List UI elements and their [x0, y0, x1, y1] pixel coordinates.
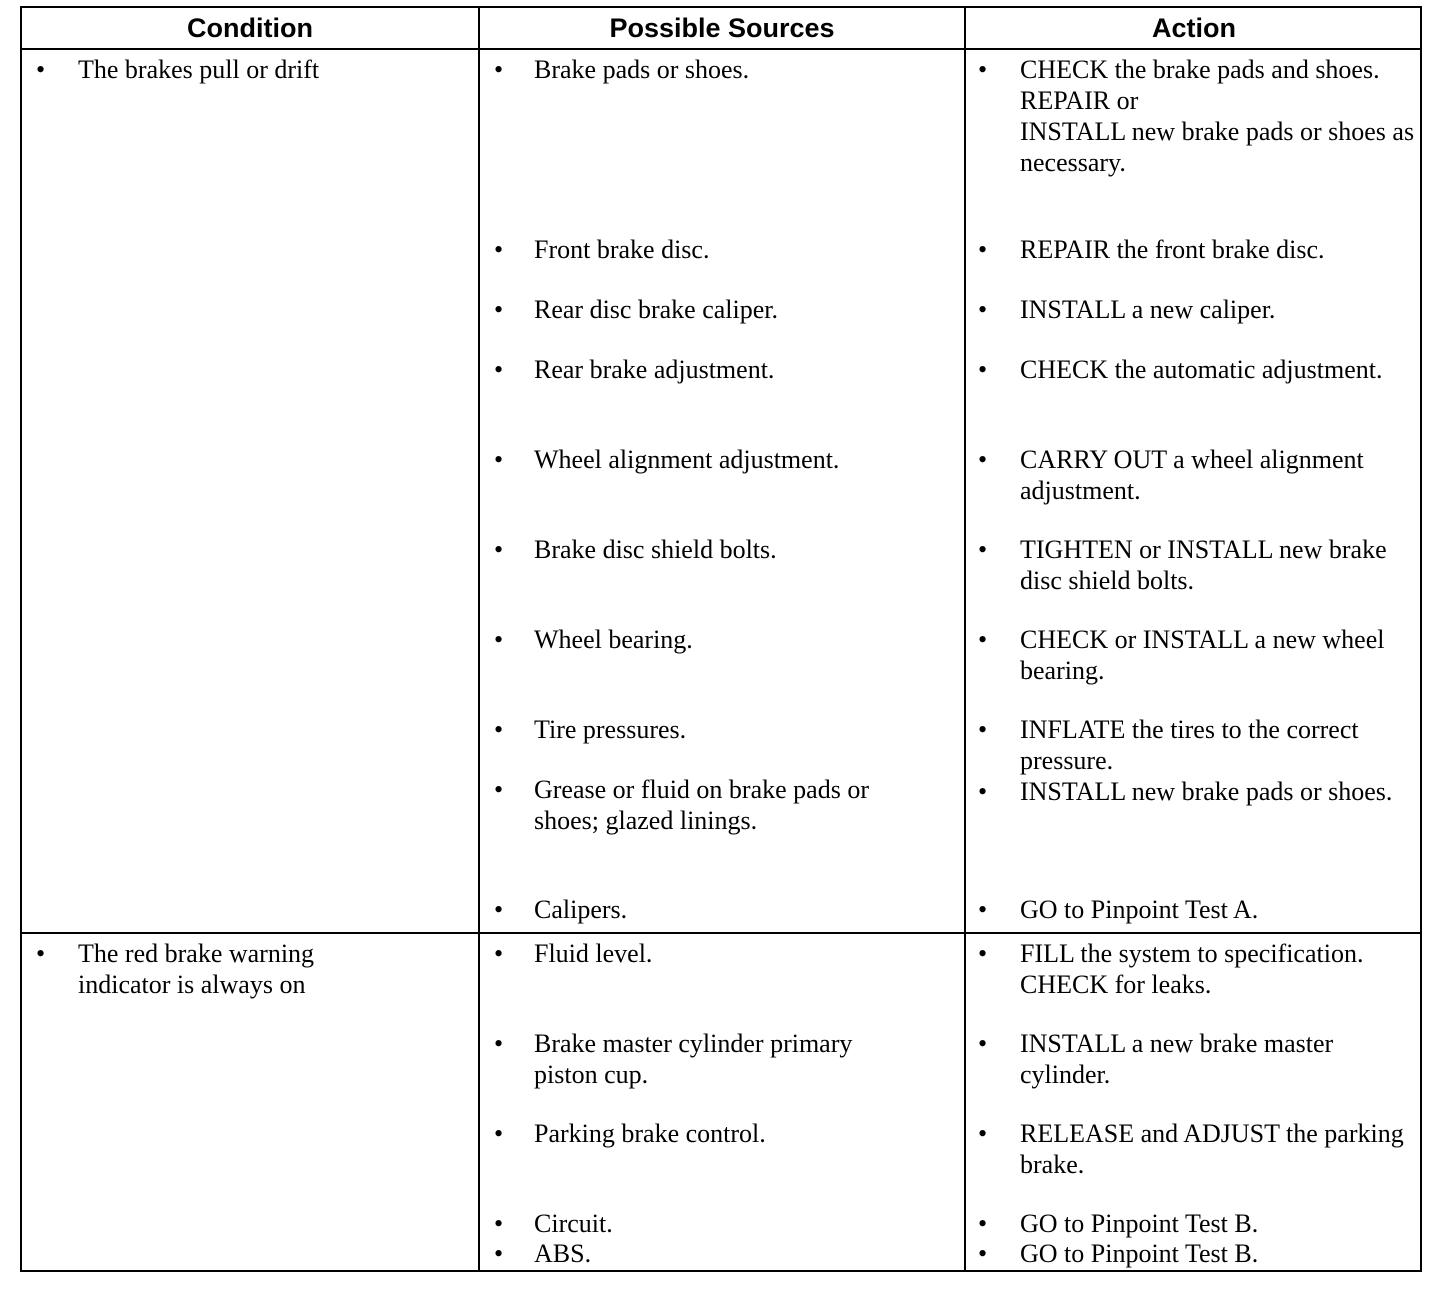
- source-text: Fluid level.: [534, 939, 653, 968]
- action-bullet: •: [978, 939, 988, 968]
- action-text: CHECK the automatic adjustment.: [1020, 355, 1383, 384]
- action-bullet: •: [978, 1209, 988, 1238]
- action-bullet: •: [978, 445, 988, 474]
- source-text: Front brake disc.: [534, 235, 710, 264]
- source-text: Parking brake control.: [534, 1119, 766, 1148]
- source-bullet: •: [494, 1239, 504, 1268]
- source-bullet: •: [494, 355, 504, 384]
- header-condition: Condition: [187, 12, 313, 43]
- action-text: GO to Pinpoint Test B.: [1020, 1209, 1259, 1238]
- action-bullet: •: [978, 235, 988, 264]
- source-text: Calipers.: [534, 895, 628, 924]
- diagnosis-table: [20, 6, 1422, 1272]
- header-divider: [22, 48, 1420, 50]
- source-bullet: •: [494, 445, 504, 474]
- condition-bullet: •: [36, 55, 46, 84]
- source-text: Circuit.: [534, 1209, 613, 1238]
- action-text: FILL the system to specification. CHECK for leaks.: [1020, 939, 1364, 999]
- action-text: RELEASE and ADJUST the parking brake.: [1020, 1119, 1404, 1179]
- header-possible-sources: Possible Sources: [609, 12, 835, 43]
- source-bullet: •: [494, 939, 504, 968]
- action-bullet: •: [978, 777, 988, 806]
- action-text: INSTALL new brake pads or shoes.: [1020, 777, 1393, 806]
- source-bullet: •: [494, 775, 504, 804]
- condition-text: The brakes pull or drift: [78, 55, 320, 84]
- action-text: REPAIR the front brake disc.: [1020, 235, 1325, 264]
- action-bullet: •: [978, 1029, 988, 1058]
- action-text: CHECK or INSTALL a new wheel bearing.: [1020, 625, 1385, 685]
- action-bullet: •: [978, 1119, 988, 1148]
- row-divider: [22, 932, 1420, 934]
- source-bullet: •: [494, 1119, 504, 1148]
- action-bullet: •: [978, 895, 988, 924]
- action-bullet: •: [978, 1239, 988, 1268]
- header-action: Action: [1152, 12, 1236, 43]
- condition-text: The red brake warning indicator is always on: [78, 939, 315, 999]
- action-text: GO to Pinpoint Test A.: [1020, 895, 1259, 924]
- action-text: GO to Pinpoint Test B.: [1020, 1239, 1259, 1268]
- source-bullet: •: [494, 235, 504, 264]
- source-text: Wheel bearing.: [534, 625, 693, 654]
- action-text: CARRY OUT a wheel alignment adjustment.: [1020, 445, 1364, 505]
- column-divider: [478, 8, 480, 1270]
- action-text: TIGHTEN or INSTALL new brake disc shield bolts.: [1020, 535, 1387, 595]
- action-text: CHECK the brake pads and shoes. REPAIR or INSTALL new brake pads or shoes as necessary.: [1020, 55, 1415, 177]
- source-bullet: •: [494, 895, 504, 924]
- source-bullet: •: [494, 625, 504, 654]
- action-text: INFLATE the tires to the correct pressure.: [1020, 715, 1359, 775]
- source-text: Brake disc shield bolts.: [534, 535, 777, 564]
- source-text: Brake master cylinder primary piston cup.: [534, 1029, 853, 1089]
- source-bullet: •: [494, 295, 504, 324]
- source-text: Rear brake adjustment.: [534, 355, 775, 384]
- action-bullet: •: [978, 535, 988, 564]
- source-bullet: •: [494, 55, 504, 84]
- action-bullet: •: [978, 355, 988, 384]
- source-text: Wheel alignment adjustment.: [534, 445, 840, 474]
- action-text: INSTALL a new brake master cylinder.: [1020, 1029, 1334, 1089]
- source-bullet: •: [494, 1209, 504, 1238]
- action-bullet: •: [978, 715, 988, 744]
- condition-bullet: •: [36, 939, 46, 968]
- source-bullet: •: [494, 1029, 504, 1058]
- action-bullet: •: [978, 295, 988, 324]
- column-divider: [964, 8, 966, 1270]
- action-bullet: •: [978, 55, 988, 84]
- action-bullet: •: [978, 625, 988, 654]
- source-bullet: •: [494, 715, 504, 744]
- source-text: Rear disc brake caliper.: [534, 295, 778, 324]
- source-bullet: •: [494, 535, 504, 564]
- source-text: Tire pressures.: [534, 715, 687, 744]
- action-text: INSTALL a new caliper.: [1020, 295, 1276, 324]
- source-text: ABS.: [534, 1239, 592, 1268]
- source-text: Brake pads or shoes.: [534, 55, 750, 84]
- source-text: Grease or fluid on brake pads or shoes; glazed linings.: [534, 775, 869, 835]
